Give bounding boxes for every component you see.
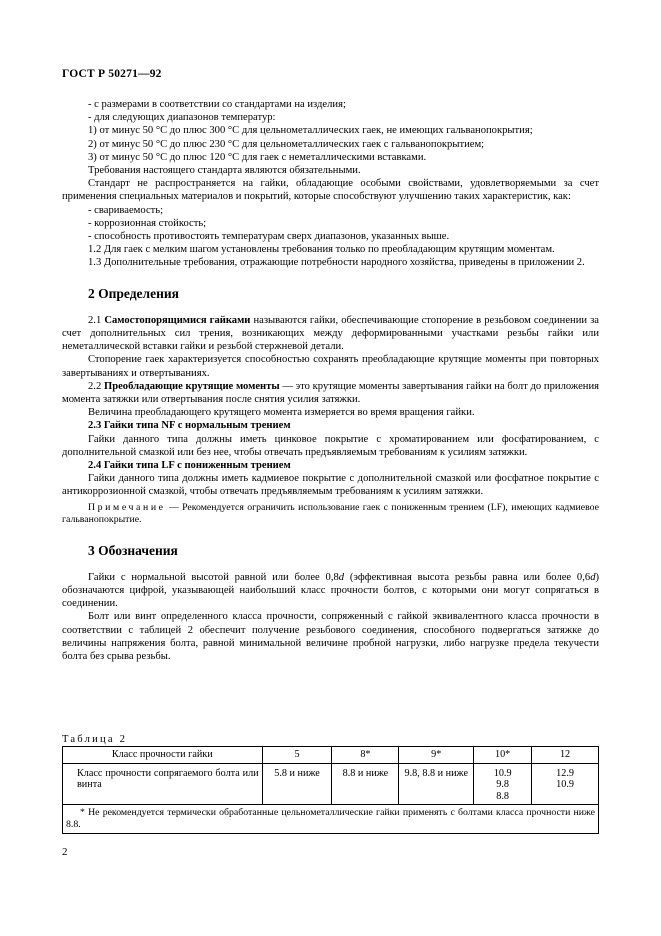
bolt-class-cell [532, 763, 599, 805]
bolt-class-value: 10.9 [556, 779, 574, 791]
note-text: — Рекомендуется ограничить использование гаек с пониженным трением (LF), имеющих кадмиевое гальванопокрытие. [62, 501, 599, 526]
clause-2-3-heading: 2.3 Гайки типа NF с нормальным трением [88, 420, 291, 432]
clause-2-2-term: Преобладающие крутящие моменты [103, 380, 280, 392]
nut-class-cell: 9* [399, 747, 474, 764]
mandatory-statement: Требования настоящего стандарта являются обязательными. [88, 165, 361, 177]
table-row [63, 763, 599, 805]
section-3-title: 3 Обозначения [88, 542, 178, 558]
bolt-paragraph: Болт или винт определенного класса прочности, сопряженный с гайкой эквивалентного класса прочности в соответствии с таблицей 2 обеспечит получение резьбового соединения, способного подвергаться затяжке до величины напряжения болта, равной минимальной величине пробной нагрузки, либо нагрузке предела текучести болта без срыва резьбы. [62, 611, 599, 662]
bolt-class-value: 10.9 [493, 767, 512, 779]
clause-2-4-heading: 2.4 Гайки типа LF с пониженным трением [88, 460, 291, 472]
clause-1-2: 1.2 Для гаек с мелким шагом установлены требования только по преобладающим крутящим моментам. [88, 244, 555, 256]
note [62, 502, 599, 527]
scope-item: - свариваемость; [88, 204, 164, 216]
designation-text: Гайки с нормальной высотой равной или более 0,8 [88, 571, 339, 583]
scope-item: - коррозионная стойкость; [88, 217, 207, 229]
diameter-symbol: d [590, 571, 596, 583]
measure-paragraph: Величина преобладающего крутящего момента измеряется во время вращения гайки. [88, 407, 475, 419]
clause-2-2-text: — это крутящие моменты завертывания гайки на болт до приложения момента затяжки или отвертывания после снятия усилия затяжки. [62, 380, 599, 406]
clause-2-1-term: Самостопорящимися гайками [104, 314, 251, 326]
clause-2-4-text: Гайки данного типа должны иметь кадмиевое покрытие с дополнительной смазкой или фосфатное покрытие с антикоррозионной смазкой, чтобы отвечать предъявляемым требованиям к усилиям затяжки. [62, 473, 599, 498]
intro-line: - с размерами в соответствии со стандартами на изделия; [88, 99, 346, 110]
nut-class-cell: 10* [474, 747, 532, 764]
clause-2-1-text: называются гайки, обеспечивающие стопорение в резьбовом соединении за счет дополнительных сил трения, возникающих между деформированными участками резьбы гайки или неметаллической вставки гайки и резьбой стержневой детали. [62, 314, 599, 353]
clause-2-2 [62, 380, 599, 406]
locking-paragraph: Стопорение гаек характеризуется способностью сохранять преобладающие крутящие моменты при повторных завертываниях и отвертываниях. [62, 354, 599, 379]
bolt-class-cell [474, 763, 532, 805]
intro-line: - для следующих диапазонов температур: [88, 112, 276, 124]
designation-paragraph [62, 571, 599, 611]
clause-1-3: 1.3 Дополнительные требования, отражающие потребности народного хозяйства, приведены в приложении 2. [88, 257, 585, 269]
table-label: Таблица 2 [62, 734, 128, 745]
note-label: Примечание [88, 501, 166, 513]
nut-class-label: Класс прочности гайки [63, 747, 263, 764]
table-row [63, 747, 599, 764]
section-2-title: 2 Определения [88, 285, 179, 301]
table-footnote: * Не рекомендуется термически обработанные цельнометаллические гайки применять с болтами класса прочности ниже 8.8. [63, 805, 599, 833]
intro-line: 3) от минус 50 °С до плюс 120 °С для гаек с неметаллическими вставками. [88, 151, 427, 163]
clause-2-3-text: Гайки данного типа должны иметь цинковое покрытие с хроматированием или фосфатированием, с дополнительной смазкой или без нее, чтобы отвечать предъявляемым требованиям к усилиям затяжки. [62, 433, 599, 458]
document-code: ГОСТ Р 50271—92 [62, 68, 162, 80]
bolt-class-value: 8.8 [496, 790, 509, 802]
strength-class-table [62, 746, 599, 834]
nut-class-cell: 5 [262, 747, 332, 764]
page-number: 2 [62, 846, 68, 858]
scope-paragraph: Стандарт не распространяется на гайки, обладающие особыми свойствами, удовлетворяемыми за счет применения специальных материалов и покрытий, которые способствуют улучшению таких характеристик, как: [62, 178, 599, 203]
bolt-class-value: 9.8 [496, 779, 509, 791]
clause-2-1-number: 2.1 [88, 314, 102, 326]
scope-item: - способность противостоять температурам сверх диапазонов, указанных выше. [88, 231, 450, 243]
bolt-class-label: Класс прочности сопрягаемого болта или винта [63, 763, 263, 805]
bolt-class-cell: 9.8, 8.8 и ниже [399, 763, 474, 805]
bolt-class-cell: 5.8 и ниже [262, 763, 332, 805]
intro-line: 2) от минус 50 °С до плюс 230 °С для цельнометаллических гаек с гальванопокрытием; [88, 138, 485, 150]
nut-class-cell: 12 [532, 747, 599, 764]
diameter-symbol: d [338, 571, 345, 583]
clause-2-1 [62, 314, 599, 354]
table-row [63, 805, 599, 833]
document-body [62, 98, 599, 663]
nut-class-cell: 8* [332, 747, 399, 764]
designation-text: (эффективная высота резьбы равна или более 0,6 [344, 571, 591, 583]
designation-text: ) обозначаются цифрой, указывающей наибольший класс прочности болтов, с которыми они могут сопрягаться в соединении. [62, 571, 600, 610]
intro-line: 1) от минус 50 °С до плюс 300 °С для цельнометаллических гаек, не имеющих гальванопокрытия; [88, 125, 533, 137]
bolt-class-cell: 8.8 и ниже [332, 763, 399, 805]
bolt-class-value: 12.9 [556, 767, 574, 779]
clause-2-2-number: 2.2 [88, 380, 102, 392]
